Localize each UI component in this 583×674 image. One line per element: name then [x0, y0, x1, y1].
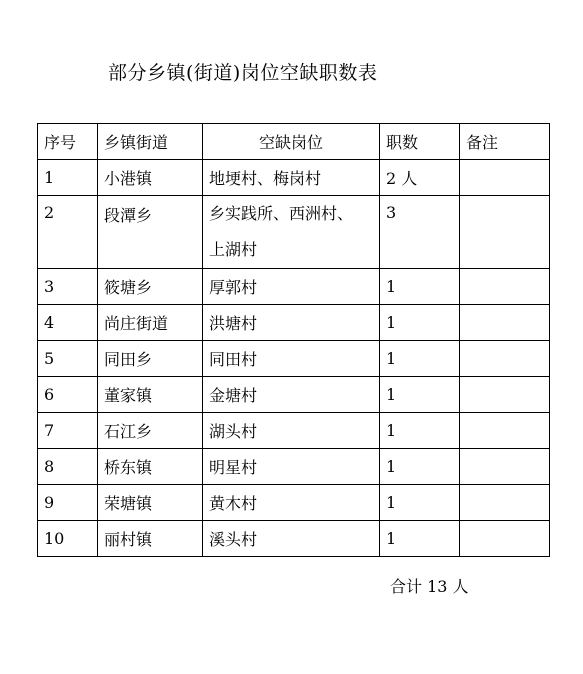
cell-no: 2	[38, 196, 98, 269]
page-title: 部分乡镇(街道)岗位空缺职数表	[108, 62, 378, 84]
table-row	[38, 377, 550, 413]
cell-note	[460, 269, 550, 305]
cell-town: 尚庄街道	[98, 305, 203, 341]
table-row	[38, 485, 550, 521]
cell-no: 4	[38, 305, 98, 341]
cell-town: 筱塘乡	[98, 269, 203, 305]
cell-town: 董家镇	[98, 377, 203, 413]
cell-positions-line: 乡实践所、西洲村、	[209, 204, 354, 223]
cell-positions-line: 上湖村	[209, 240, 258, 259]
cell-positions: 洪塘村	[203, 305, 380, 341]
cell-positions: 明星村	[203, 449, 380, 485]
cell-no: 1	[38, 160, 98, 196]
total-summary: 合计 13 人	[390, 577, 469, 596]
cell-note	[460, 160, 550, 196]
cell-note	[460, 449, 550, 485]
header-cell-positions: 空缺岗位	[203, 124, 380, 160]
cell-note	[460, 377, 550, 413]
cell-no: 9	[38, 485, 98, 521]
cell-count: 1	[380, 521, 460, 557]
cell-count: 1	[380, 377, 460, 413]
cell-town: 小港镇	[98, 160, 203, 196]
cell-count: 1	[380, 449, 460, 485]
cell-note	[460, 485, 550, 521]
cell-count: 3	[380, 196, 460, 269]
cell-count: 1	[380, 305, 460, 341]
cell-note	[460, 521, 550, 557]
cell-no: 10	[38, 521, 98, 557]
table-row	[38, 160, 550, 196]
table-row	[38, 269, 550, 305]
cell-town: 石江乡	[98, 413, 203, 449]
header-cell-no: 序号	[38, 124, 98, 160]
cell-count: 2 人	[380, 160, 460, 196]
cell-no: 8	[38, 449, 98, 485]
table-row	[38, 341, 550, 377]
cell-count: 1	[380, 341, 460, 377]
vacancy-table	[37, 123, 550, 557]
cell-positions: 厚郭村	[203, 269, 380, 305]
table-header-row	[38, 124, 550, 160]
cell-no: 3	[38, 269, 98, 305]
cell-positions: 地埂村、梅岗村	[203, 160, 380, 196]
cell-note	[460, 305, 550, 341]
table-row	[38, 305, 550, 341]
cell-positions: 金塘村	[203, 377, 380, 413]
table-row	[38, 449, 550, 485]
cell-count: 1	[380, 269, 460, 305]
cell-no: 5	[38, 341, 98, 377]
table-row	[38, 413, 550, 449]
header-cell-town: 乡镇街道	[98, 124, 203, 160]
cell-positions	[203, 196, 380, 269]
cell-count: 1	[380, 485, 460, 521]
cell-positions: 湖头村	[203, 413, 380, 449]
cell-note	[460, 413, 550, 449]
cell-positions: 溪头村	[203, 521, 380, 557]
cell-town: 同田乡	[98, 341, 203, 377]
cell-town: 桥东镇	[98, 449, 203, 485]
cell-positions: 黄木村	[203, 485, 380, 521]
cell-positions: 同田村	[203, 341, 380, 377]
header-cell-note: 备注	[460, 124, 550, 160]
cell-town: 荣塘镇	[98, 485, 203, 521]
table-row	[38, 196, 550, 269]
cell-town: 段潭乡	[98, 196, 203, 269]
cell-no: 6	[38, 377, 98, 413]
cell-no: 7	[38, 413, 98, 449]
cell-count: 1	[380, 413, 460, 449]
cell-note	[460, 196, 550, 269]
header-cell-count: 职数	[380, 124, 460, 160]
cell-town: 丽村镇	[98, 521, 203, 557]
cell-note	[460, 341, 550, 377]
table-row	[38, 521, 550, 557]
